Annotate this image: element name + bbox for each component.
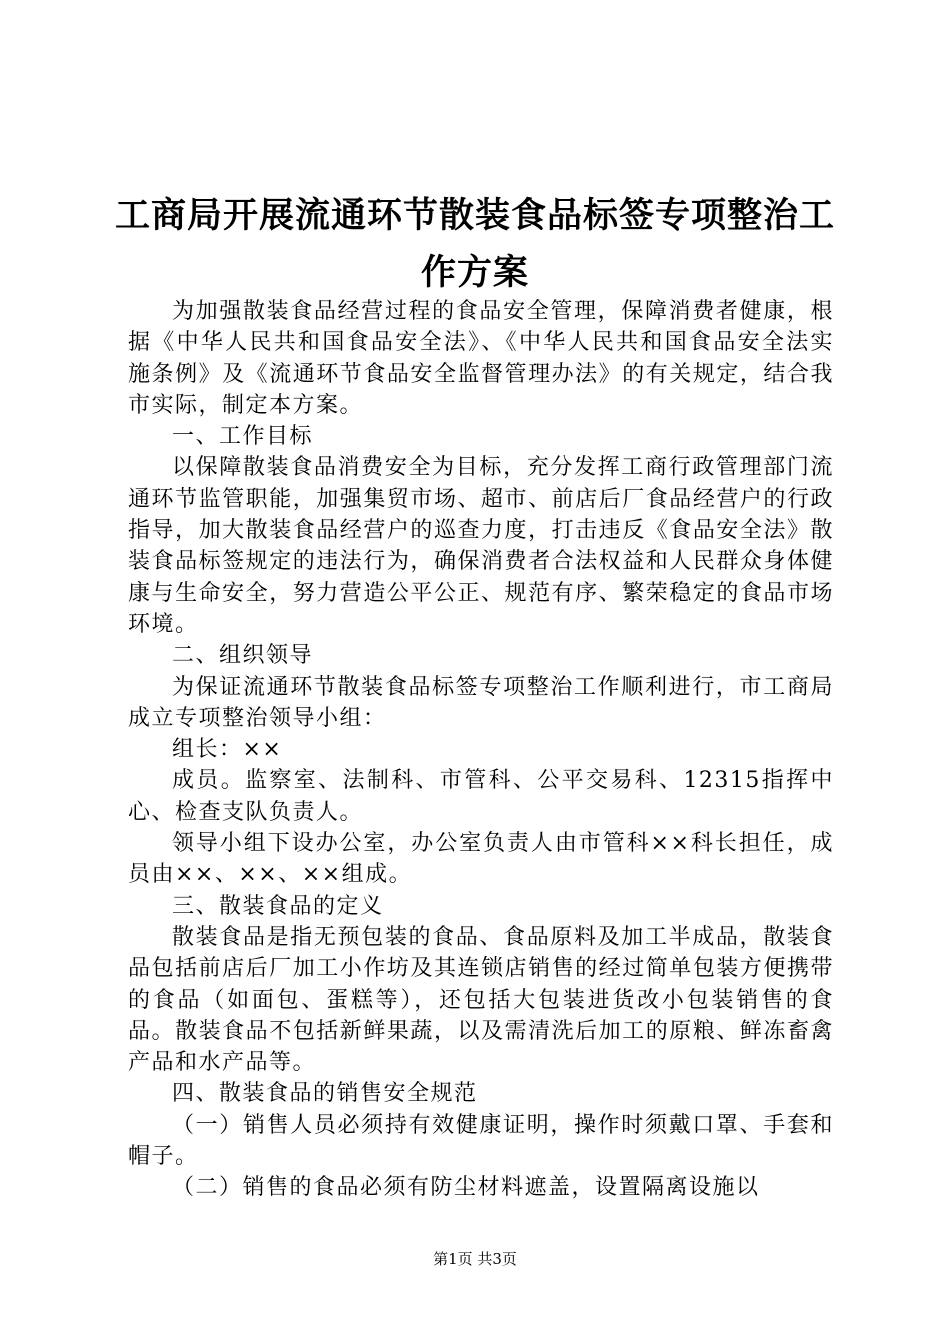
section-heading-leadership: 二、组织领导 xyxy=(172,643,314,669)
paragraph-intro: 为加强散装食品经营过程的食品安全管理，保障消费者健康，根据《中华人民共和国食品安全法》、《中华人民共和国食品安全法实施条例》及《流通环节食品安全监督管理办法》的有关规定，结合我市实际，制定本方案。 xyxy=(128,299,834,418)
document-title-line-1: 工商局开展流通环节散装食品标签专项整治工 xyxy=(114,195,835,236)
paragraph-goal: 以保障散装食品消费安全为目标，充分发挥工商行政管理部门流通环节监管职能，加强集贸市场、超市、前店后厂食品经营户的行政指导，加大散装食品经营户的巡查力度，打击违反《食品安全法》散装食品标签规定的违法行为，确保消费者合法权益和人民群众身体健康与生命安全，努力营造公平公正、规范有序、繁荣稳定的食品市场环境。 xyxy=(128,455,834,637)
section-heading-rules: 四、散装食品的销售安全规范 xyxy=(172,1081,478,1107)
document-title-line-2: 作方案 xyxy=(420,252,529,293)
paragraph-leader: 组长：×× xyxy=(172,737,283,763)
page-footer: 第1页 共3页 xyxy=(433,1250,517,1268)
section-heading-goal: 一、工作目标 xyxy=(172,424,314,450)
paragraph-rule-2: （二）销售的食品必须有防尘材料遮盖，设置隔离设施以 xyxy=(172,1175,760,1201)
paragraph-rule-1: （一）销售人员必须持有效健康证明，操作时须戴口罩、手套和帽子。 xyxy=(128,1112,834,1170)
paragraph-definition: 散装食品是指无预包装的食品、食品原料及加工半成品，散装食品包括前店后厂加工小作坊及其连锁店销售的经过简单包装方便携带的食品（如面包、蛋糕等），还包括大包装进货改小包装销售的食品。散装食品不包括新鲜果蔬，以及需清洗后加工的原粮、鲜冻畜禽产品和水产品等。 xyxy=(128,924,834,1076)
document-body xyxy=(128,296,834,1204)
section-heading-definition: 三、散装食品的定义 xyxy=(172,893,384,919)
paragraph-office: 领导小组下设办公室，办公室负责人由市管科××科长担任，成员由××、××、××组成。 xyxy=(128,831,834,888)
paragraph-leadership: 为保证流通环节散装食品标签专项整治工作顺利进行，市工商局成立专项整治领导小组： xyxy=(128,674,834,731)
paragraph-members: 成员。监察室、法制科、市管科、公平交易科、12315指挥中心、检查支队负责人。 xyxy=(128,768,834,825)
